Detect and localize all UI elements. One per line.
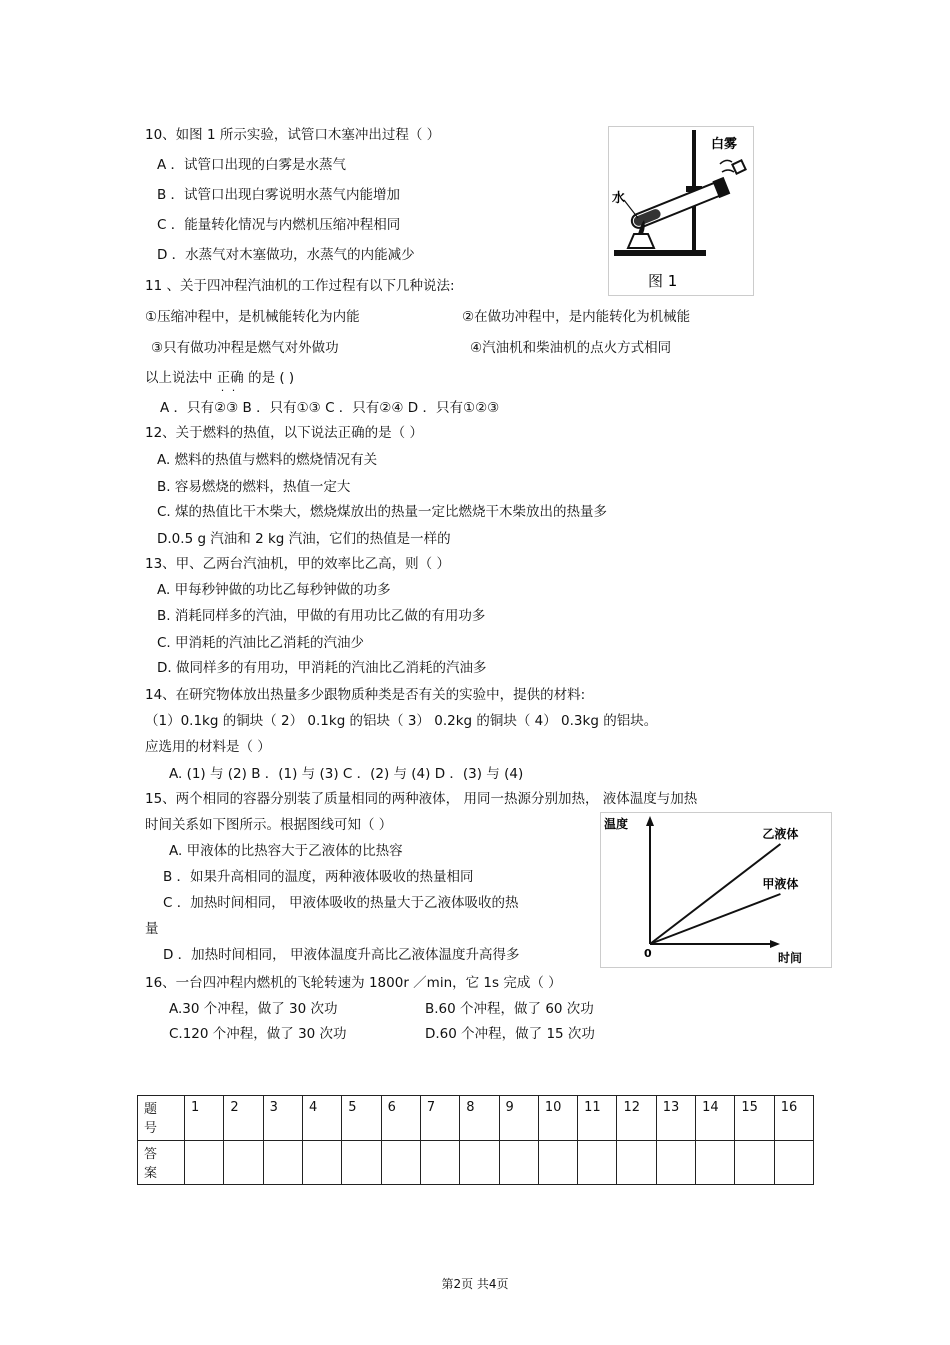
answer-cell[interactable] <box>578 1140 617 1185</box>
series-line-1 <box>650 844 780 944</box>
q16-option-b: B.60 个冲程，做了 60 次功 <box>425 1001 594 1017</box>
question-number-cell: 4 <box>302 1096 341 1141</box>
question-number-cell: 7 <box>420 1096 459 1141</box>
q13-option-d: D. 做同样多的有用功，甲消耗的汽油比乙消耗的汽油多 <box>157 660 487 676</box>
q12-option-b: B. 容易燃烧的燃料，热值一定大 <box>157 479 351 495</box>
q11-statement-1: ①压缩冲程中，是机械能转化为内能 <box>145 309 360 325</box>
header-label-1: 题 <box>144 1102 158 1117</box>
header-label-2: 号 <box>144 1121 158 1136</box>
question-number-cell: 3 <box>263 1096 302 1141</box>
answer-cell[interactable] <box>185 1140 224 1185</box>
q15-stem-line2: 时间关系如下图所示。根据图线可知（ ） <box>145 817 393 833</box>
alcohol-lamp <box>628 234 654 248</box>
q14-ask: 应选用的材料是（ ） <box>145 739 271 755</box>
answer-cell[interactable] <box>381 1140 420 1185</box>
fog-mark <box>720 160 734 172</box>
q12-option-c: C. 煤的热值比干木柴大，燃烧煤放出的热量一定比燃烧干木柴放出的热量多 <box>157 504 608 520</box>
answer-table <box>137 1095 814 1185</box>
q15-option-b: B ．如果升高相同的温度，两种液体吸收的热量相同 <box>163 869 474 885</box>
answer-cell[interactable] <box>656 1140 695 1185</box>
answer-cell[interactable] <box>538 1140 577 1185</box>
y-axis-arrow <box>646 816 654 826</box>
question-number-cell: 8 <box>460 1096 499 1141</box>
q11-statement-3: ③只有做功冲程是燃气对外做功 <box>151 340 339 356</box>
x-axis-label: 时间 <box>778 951 803 965</box>
series-line-2 <box>650 894 780 944</box>
q14-options: A. (1) 与 (2) B ．(1) 与 (3) C ．(2) 与 (4) D ．(3) 与 (4) <box>169 766 524 782</box>
figure-1-test-tube-experiment <box>608 126 754 296</box>
y-axis-label: 温度 <box>604 817 629 831</box>
question-number-cell: 5 <box>342 1096 381 1141</box>
answer-table-answer-row <box>138 1140 814 1185</box>
header-label-cell <box>138 1096 185 1141</box>
label-fog: 白雾 <box>711 137 738 152</box>
q11-ask-emphasis: 正确 · · <box>217 370 244 386</box>
answer-cell[interactable] <box>696 1140 735 1185</box>
q16-option-d: D.60 个冲程，做了 15 次功 <box>425 1026 595 1042</box>
q10-stem: 10、如图 1 所示实验，试管口木塞冲出过程（ ） <box>145 127 441 143</box>
q12-option-d: D.0.5 g 汽油和 2 kg 汽油，它们的热值是一样的 <box>157 531 451 547</box>
answer-cell[interactable] <box>735 1140 774 1185</box>
q11-ask-suffix: 的是 ( ) <box>243 370 295 386</box>
question-number-cell: 9 <box>499 1096 538 1141</box>
answer-cell[interactable] <box>342 1140 381 1185</box>
question-number-cell: 12 <box>617 1096 656 1141</box>
label-water: 水 <box>612 191 626 206</box>
q12-stem: 12、关于燃料的热值，以下说法正确的是（ ） <box>145 425 423 441</box>
answer-label-2: 案 <box>144 1165 158 1181</box>
q13-option-c: C. 甲消耗的汽油比乙消耗的汽油少 <box>157 635 365 651</box>
q15-option-a: A. 甲液体的比热容大于乙液体的比热容 <box>169 843 403 859</box>
temperature-time-chart <box>600 812 832 968</box>
answer-cell[interactable] <box>302 1140 341 1185</box>
water-pointer <box>624 200 638 218</box>
question-number-cell: 11 <box>578 1096 617 1141</box>
x-axis-arrow <box>770 940 780 948</box>
q11-stem: 11 、关于四冲程汽油机的工作过程有以下几种说法: <box>145 278 455 294</box>
page-footer: 第2页 共4页 <box>441 1277 509 1291</box>
question-number-cell: 10 <box>538 1096 577 1141</box>
q13-stem: 13、甲、乙两台汽油机，甲的效率比乙高，则（ ） <box>145 556 450 572</box>
question-number-cell: 1 <box>185 1096 224 1141</box>
q16-option-c: C.120 个冲程，做了 30 次功 <box>169 1026 347 1042</box>
q10-option-b: B ．试管口出现白雾说明水蒸气内能增加 <box>157 187 401 203</box>
q12-option-a: A. 燃料的热值与燃料的燃烧情况有关 <box>157 452 378 468</box>
q15-option-d: D ．加热时间相同， 甲液体温度升高比乙液体温度升高得多 <box>163 947 520 963</box>
q11-ask <box>145 369 294 387</box>
q14-materials: （1）0.1kg 的铜块（ 2） 0.1kg 的铝块（ 3） 0.2kg 的铜块（ 4） 0.3kg 的铝块。 <box>145 713 658 729</box>
q11-ask-prefix: 以上说法中 <box>145 370 217 386</box>
q11-statement-4: ④汽油机和柴油机的点火方式相同 <box>470 340 672 356</box>
q10-option-c: C ．能量转化情况与内燃机压缩冲程相同 <box>157 217 401 233</box>
q15-stem-line1: 15、两个相同的容器分别装了质量相同的两种液体， 用同一热源分别加热， 液体温度与加热 <box>145 791 698 807</box>
q10-option-d: D ．水蒸气对木塞做功，水蒸气的内能减少 <box>157 247 415 263</box>
chart-series-group <box>650 826 798 944</box>
origin-label: 0 <box>644 947 652 960</box>
q13-option-a: A. 甲每秒钟做的功比乙每秒钟做的功多 <box>157 582 391 598</box>
question-number-cell: 2 <box>224 1096 263 1141</box>
answer-cell[interactable] <box>224 1140 263 1185</box>
q15-option-c: C ．加热时间相同， 甲液体吸收的热量大于乙液体吸收的热 <box>163 895 519 911</box>
answer-label-1: 答 <box>144 1146 158 1162</box>
question-number-cell: 14 <box>696 1096 735 1141</box>
q15-option-c-cont: 量 <box>145 921 159 937</box>
answer-cell[interactable] <box>499 1140 538 1185</box>
figure-1-caption: 图 1 <box>648 272 678 290</box>
series-label-2: 甲液体 <box>762 877 799 891</box>
answer-cell[interactable] <box>617 1140 656 1185</box>
question-number-cell: 15 <box>735 1096 774 1141</box>
question-number-cell: 13 <box>656 1096 695 1141</box>
answer-table-header-row <box>138 1096 814 1141</box>
series-label-1: 乙液体 <box>762 827 799 841</box>
q11-statement-2: ②在做功冲程中，是内能转化为机械能 <box>462 309 691 325</box>
answer-cell[interactable] <box>263 1140 302 1185</box>
answer-cell[interactable] <box>420 1140 459 1185</box>
question-number-cell: 16 <box>774 1096 813 1141</box>
q16-stem: 16、一台四冲程内燃机的飞轮转速为 1800r ／min，它 1s 完成（ ） <box>145 975 562 991</box>
answer-cell[interactable] <box>774 1140 813 1185</box>
q14-stem: 14、在研究物体放出热量多少跟物质种类是否有关的实验中，提供的材料: <box>145 687 586 703</box>
answer-label-cell <box>138 1140 185 1185</box>
q16-option-a: A.30 个冲程，做了 30 次功 <box>169 1001 338 1017</box>
question-number-cell: 6 <box>381 1096 420 1141</box>
q10-option-a: A ．试管口出现的白雾是水蒸气 <box>157 157 347 173</box>
answer-cell[interactable] <box>460 1140 499 1185</box>
q13-option-b: B. 消耗同样多的汽油，甲做的有用功比乙做的有用功多 <box>157 608 486 624</box>
q11-options: A ．只有②③ B ．只有①③ C ．只有②④ D ．只有①②③ <box>160 400 500 416</box>
cork-flying <box>732 160 745 173</box>
